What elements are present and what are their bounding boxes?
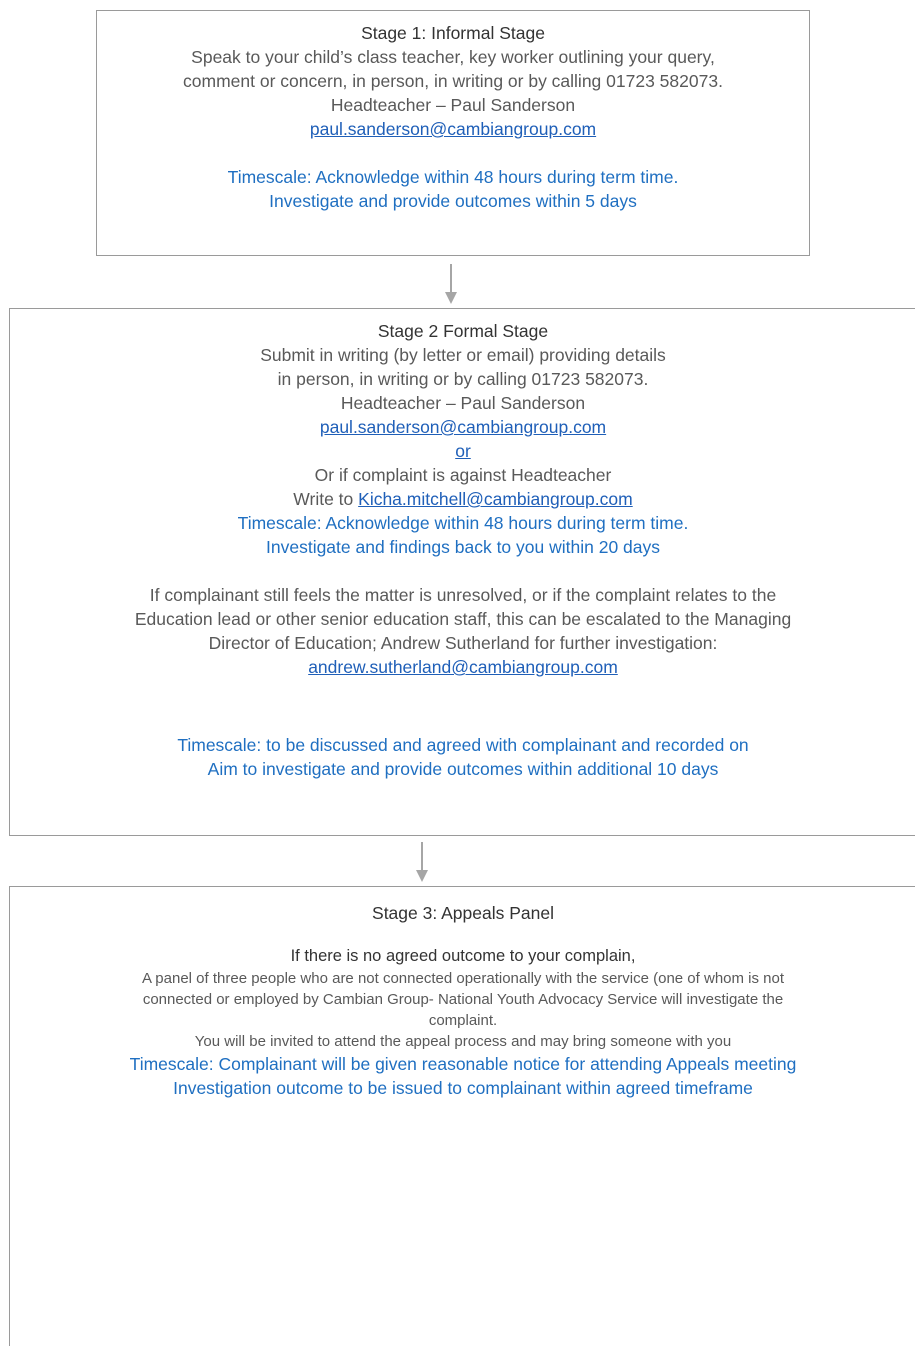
stage2-email2-link[interactable]: Kicha.mitchell@cambiangroup.com (358, 489, 633, 509)
stage3-lead: If there is no agreed outcome to your complain, (290, 947, 636, 965)
stage2-email3-link[interactable]: andrew.sutherland@cambiangroup.com (308, 657, 618, 677)
stage3-box (9, 886, 915, 1346)
stage1-box (96, 10, 810, 256)
stage2-line1: Submit in writing (by letter or email) providing details (260, 345, 666, 365)
stage2-timescale4: Aim to investigate and provide outcomes within additional 10 days (207, 759, 719, 779)
stage3-panel1: A panel of three people who are not connected operationally with the service (one of whom is not (141, 970, 785, 987)
stage2-escalate3: Director of Education; Andrew Sutherland for further investigation: (208, 633, 718, 653)
stage2-title: Stage 2 Formal Stage (377, 321, 549, 341)
stage2-escalate2: Education lead or other senior education staff, this can be escalated to the Managing (134, 609, 792, 629)
stage1-title: Stage 1: Informal Stage (361, 23, 545, 43)
stage2-email-link[interactable]: paul.sanderson@cambiangroup.com (319, 417, 607, 437)
stage2-headteacher: Headteacher – Paul Sanderson (340, 393, 586, 413)
stage3-panel3: complaint. (428, 1012, 498, 1029)
stage2-write-to-row (10, 487, 915, 511)
stage3-invite: You will be invited to attend the appeal process and may bring someone with you (194, 1033, 732, 1050)
stage3-title: Stage 3: Appeals Panel (372, 903, 554, 923)
stage2-write-to-label: Write to (293, 489, 359, 509)
stage1-email-link[interactable]: paul.sanderson@cambiangroup.com (309, 119, 597, 139)
stage2-escalate1: If complainant still feels the matter is unresolved, or if the complaint relates to the (149, 585, 777, 605)
stage3-panel2: connected or employed by Cambian Group- National Youth Advocacy Service will investigate the (142, 991, 784, 1008)
stage2-timescale1: Timescale: Acknowledge within 48 hours during term time. (237, 513, 689, 533)
stage2-line2: in person, in writing or by calling 01723 582073. (277, 369, 649, 389)
arrow-down-icon (445, 264, 457, 304)
stage2-timescale3: Timescale: to be discussed and agreed with complainant and recorded on (177, 735, 749, 755)
stage1-timescale1: Timescale: Acknowledge within 48 hours during term time. (227, 167, 679, 187)
stage1-line2: comment or concern, in person, in writing or by calling 01723 582073. (183, 71, 723, 91)
stage1-headteacher: Headteacher – Paul Sanderson (330, 95, 576, 115)
stage2-timescale2: Investigate and findings back to you within 20 days (266, 537, 660, 557)
arrow-down-icon (416, 842, 428, 882)
stage2-or-text: Or if complaint is against Headteacher (314, 465, 612, 485)
stage1-timescale2: Investigate and provide outcomes within 5 days (269, 191, 637, 211)
stage1-line1: Speak to your child’s class teacher, key worker outlining your query, (191, 47, 715, 67)
stage2-or-link[interactable]: or (455, 441, 471, 461)
stage3-timescale2: Investigation outcome to be issued to complainant within agreed timeframe (173, 1078, 753, 1098)
stage3-timescale1: Timescale: Complainant will be given reasonable notice for attending Appeals meeting (129, 1054, 797, 1074)
stage2-box (9, 308, 915, 836)
